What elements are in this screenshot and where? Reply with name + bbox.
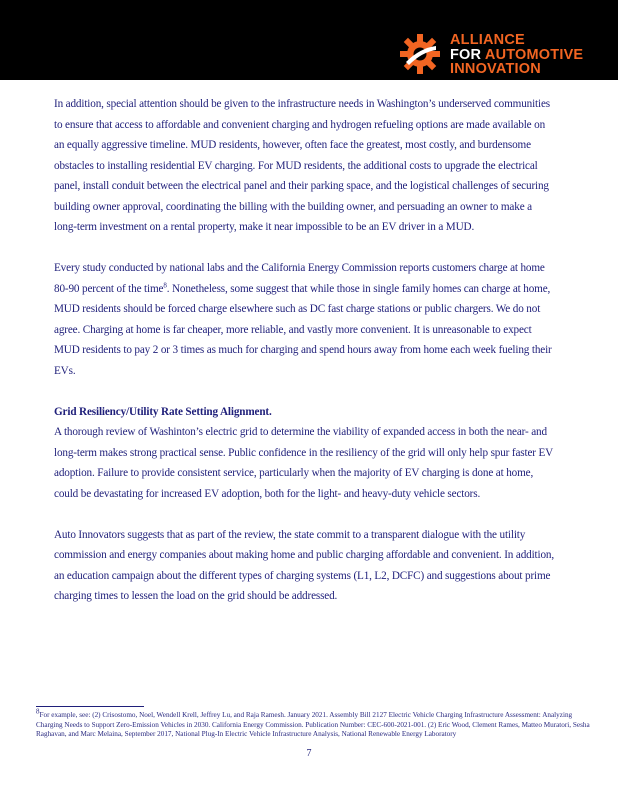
logo-line-2: FOR AUTOMOTIVE bbox=[450, 46, 584, 63]
document-body bbox=[54, 94, 554, 607]
logo-wordmark bbox=[450, 33, 583, 77]
alliance-logo bbox=[398, 30, 608, 78]
paragraph-underserved-communities: In addition, special attention should be given to the infrastructure needs in Washington’s underserved communities to ensure that access to affordable and convenient charging and hydrogen refueling options are made available on an equally aggressive timeline. MUD residents, however, often face the greatest, most costly, and burdensome obstacles to installing residential EV charging. For MUD residents, the additional costs to upgrade the electrical panel, install conduit between the electrical panel and their parking space, and the logistical challenges of securing building owner approval, coordinating the billing with the building owner, and persuading an owner to make a long-term investment on a rental property, make it near impossible to be an EV driver in a MUD. bbox=[54, 98, 550, 233]
footnote-reference: 8 bbox=[163, 280, 167, 289]
gear-logo-icon bbox=[398, 32, 442, 76]
footnote-divider bbox=[36, 706, 144, 707]
paragraph-grid-review: A thorough review of Washinton’s electric grid to determine the viability of expanded access in both the near- and long-term makes strong practical sense. Public confidence in the resiliency of the grid will only help spur faster EV adoption. Failure to provide consistent service, particularly when the majority of EV charging is done at home, could be devastating for increased EV adoption, both for the light- and heavy-duty vehicle sectors. bbox=[54, 426, 553, 500]
footnote-text: For example, see: (2) Crisostomo, Noel, Wendell Krell, Jeffrey Lu, and Raja Ramesh. January 2021. Assembly Bill 2127 Electric Vehicle Charging Infrastructure Assessment: Analyzing Charging Needs to Support Zero-Emission Vehicles in 2030. California Energy Commission. Publication Number: CEC-600-2021-001. (2) Eric Wood, Clement Rames, Matteo Muratori, Sesha Raghavan, and Marc Melaina, September 2017, National Plug-In Electric Vehicle Infrastructure Analysis, National Renewable Energy Laboratory bbox=[36, 711, 590, 739]
logo-line-1: ALLIANCE bbox=[450, 32, 525, 48]
page-number: 7 bbox=[306, 748, 312, 759]
paragraph-utility-dialogue: Auto Innovators suggests that as part of the review, the state commit to a transparent dialogue with the utility commission and energy companies about making home and public charging affordable and convenient. In addition, an education campaign about the different types of charging systems (L1, L2, DCFC) and suggestions about prime charging times to lessen the load on the grid should be addressed. bbox=[54, 528, 555, 602]
logo-line-3: INNOVATION bbox=[450, 61, 541, 77]
footnote-mark: 8 bbox=[36, 707, 40, 716]
paragraph-home-charging: Every study conducted by national labs and the California Energy Commission reports customers charge at home 80-90 percent of the time$^8$. Nonetheless, some suggest that while those in single family homes can charge at home, MUD residents should be forced charge elsewhere such as DC fast charge stations or public chargers. We do not agree. Charging at home is far cheaper, more reliable, and vastly more convenient. It is unreasonable to expect MUD residents to pay 2 or 3 times as much for charging and spend hours away from home each week fueling their EVs. bbox=[54, 262, 552, 377]
page-header bbox=[0, 0, 618, 80]
section-heading-grid-resiliency: Grid Resiliency/Utility Rate Setting Alignment. bbox=[54, 405, 272, 418]
footnote bbox=[36, 707, 596, 740]
